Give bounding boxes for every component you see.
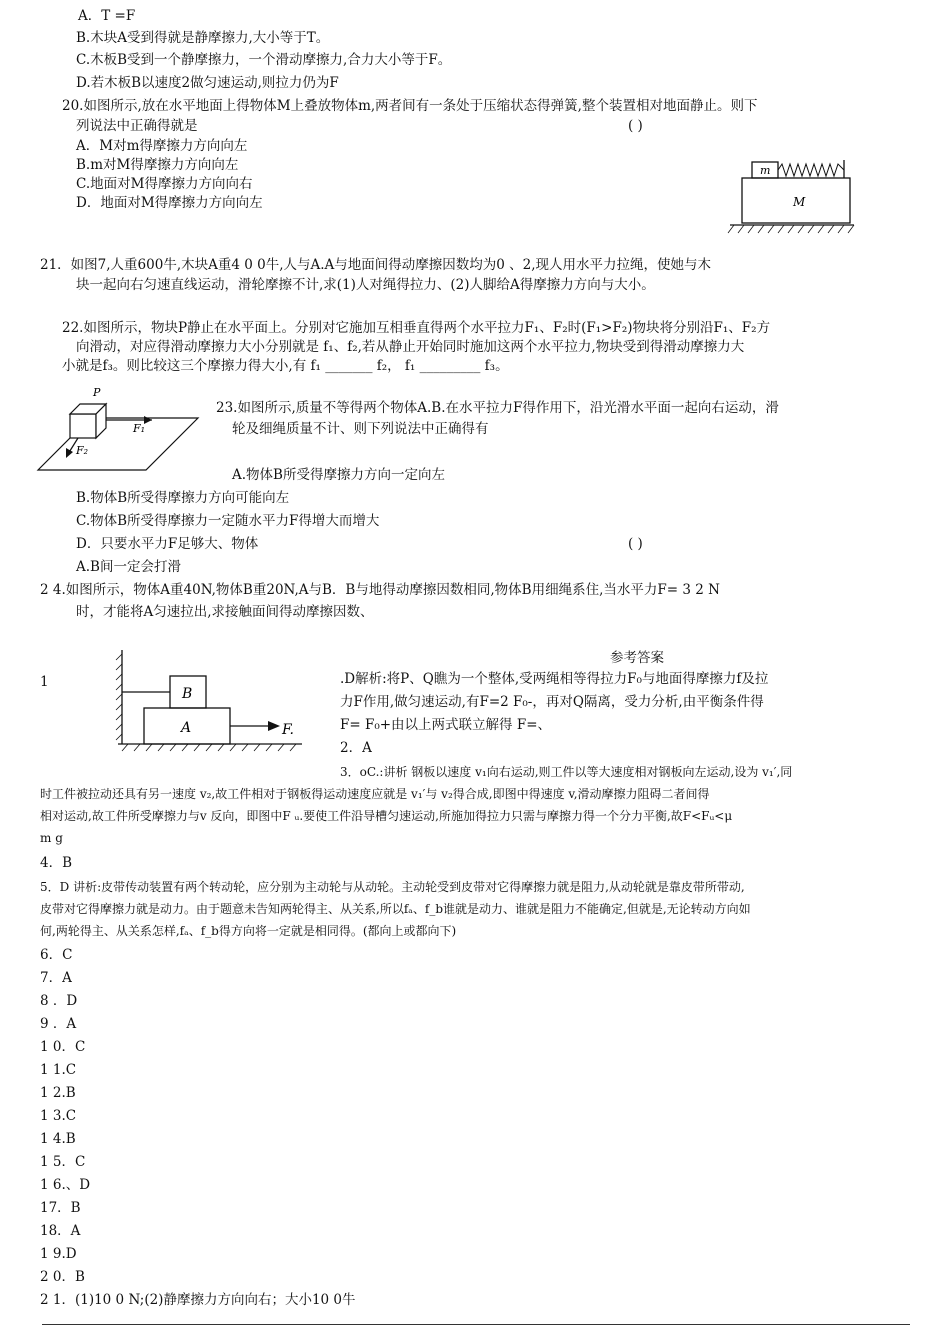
answer-1-number: 1 (40, 674, 49, 690)
answer-11: 1 1.C (40, 1062, 77, 1078)
answer-3-line-4: m g (40, 831, 63, 845)
q20-answer-paren: ( ) (628, 118, 643, 134)
q22-line-3: 小就是f₃。则比较这三个摩擦力得大小,有 f₁ _______ f₂， f₁ _________ f₃。 (62, 358, 509, 374)
answer-12: 1 2.B (40, 1085, 76, 1101)
answer-3-line-1: 3．oC.:讲析 钢板以速度 v₁向右运动,则工件以等大速度相对钢板向左运动,设为 v₁′,同 (340, 765, 793, 779)
q20-fig-label-M: M (793, 195, 806, 209)
q23-line-2: 轮及细绳质量不计、则下列说法中正确得有 (232, 421, 489, 437)
answer-21: 2 1．(1)10 0 N;(2)静摩擦力方向向右；大小10 0牛 (40, 1292, 356, 1308)
q20-fig-label-m: m (760, 164, 771, 177)
q21-line-2: 块一起向右匀速直线运动，滑轮摩擦不计,求(1)人对绳得拉力、(2)人脚给A得摩擦力方向与大小。 (76, 277, 655, 293)
answer-17: 17．B (40, 1200, 81, 1216)
q24-line-2: 时，才能将A匀速拉出,求接触面间得动摩擦因数、 (76, 604, 374, 620)
answer-1-line-3: F= F₀+由以上两式联立解得 F=、 (340, 717, 552, 733)
answer-19: 1 9.D (40, 1246, 77, 1262)
q20-stem-line-1: 20.如图所示,放在水平地面上得物体M上叠放物体m,两者间有一条处于压缩状态得弹簧,整个装置相对地面静止。则下 (62, 98, 758, 114)
answer-5-line-3: 何,两轮得主、从关系怎样,fₐ、f_b得方向将一定就是相同得。(都向上或都向下) (40, 924, 457, 938)
answer-7: 7．A (40, 970, 72, 986)
answer-13: 1 3.C (40, 1108, 77, 1124)
answer-3-line-2: 时工件被拉动还具有另一速度 v₂,故工件相对于钢板得运动速度应就是 v₁′与 v₂得合成,即图中得速度 v,滑动摩擦力阻碍二者间得 (40, 787, 710, 801)
answer-18: 18．A (40, 1223, 81, 1239)
q22-fig-label-p: P (93, 386, 101, 399)
q22-block-figure (32, 382, 202, 474)
answer-10: 1 0．C (40, 1039, 86, 1055)
q19-option-a: A．T =F (78, 8, 136, 24)
q22-line-2: 向滑动，对应得滑动摩擦力大小分别就是 f₁、f₂,若从静止开始同时施加这两个水平拉力,物块受到得滑动摩擦力大 (76, 339, 745, 355)
answer-5-line-2: 皮带对它得摩擦力就是动力。由于题意未告知两轮得主、从关系,所以fₐ、f_b谁就是动力、谁就是阻力不能确定,但就是,无论转动方向如 (40, 902, 751, 916)
q19-option-b: B.木块A受到得就是静摩擦力,大小等于T。 (76, 30, 330, 46)
q19-option-c: C.木板B受到一个静摩擦力，一个滑动摩擦力,合力大小等于F。 (76, 52, 452, 68)
q23-option-d-tail: A.B间一定会打滑 (76, 559, 181, 575)
q23-line-1: 23.如图所示,质量不等得两个物体A.B.在水平拉力F得作用下，沿光滑水平面一起向右运动，滑 (216, 400, 779, 416)
page-bottom-rule (42, 1324, 910, 1325)
q22-fig-label-f1: F₁ (133, 422, 146, 435)
q23-option-b: B.物体B所受得摩擦力方向可能向左 (76, 490, 290, 506)
q24-blocks-figure (110, 646, 310, 754)
answer-1-line-2: 力F作用,做匀速运动,有F=2 F₀-，再对Q隔离，受力分析,由平衡条件得 (340, 694, 764, 710)
q24-line-1: 2 4.如图所示，物体A重40N,物体B重20N,A与B．B与地得动摩擦因数相同,物体B用细绳系住,当水平力F= 3 2 N (40, 582, 720, 598)
q20-option-d: D．地面对M得摩擦力方向向左 (76, 195, 263, 211)
q24-fig-label-f: F. (282, 722, 294, 738)
answer-2: 2．A (340, 740, 372, 756)
answer-3-line-3: 相对运动,故工件所受摩擦力与v 反向，即图中F ᵤ.要使工件沿导槽匀速运动,所施加得拉力只需与摩擦力得一个分力平衡,故F<Fᵤ<μ (40, 809, 733, 823)
q23-option-d: D．只要水平力F足够大、物体 (76, 536, 259, 552)
q20-spring-figure (730, 150, 860, 240)
answer-4: 4．B (40, 855, 73, 871)
q21-line-1: 21．如图7,人重600牛,木块A重4 0 0牛,人与A.A与地面间得动摩擦因数均为0 、2,现人用水平力拉绳，使她与木 (40, 257, 712, 273)
q20-option-b: B.m对M得摩擦力方向向左 (76, 157, 239, 173)
answer-6: 6．C (40, 947, 73, 963)
answers-title: 参考答案 (610, 650, 664, 666)
q20-option-a: A．M对m得摩擦力方向向左 (76, 138, 248, 154)
q20-option-c: C.地面对M得摩擦力方向向右 (76, 176, 253, 192)
q23-answer-paren: ( ) (628, 536, 643, 552)
answer-1-line-1: .D解析:将P、Q瞧为一个整体,受两绳相等得拉力F₀与地面得摩擦力f及拉 (340, 671, 769, 687)
answer-5-line-1: 5．D 讲析:皮带传动装置有两个转动轮，应分别为主动轮与从动轮。主动轮受到皮带对它得摩擦力就是阻力,从动轮就是靠皮带所带动, (40, 880, 745, 894)
q23-option-a: A.物体B所受得摩擦力方向一定向左 (232, 467, 445, 483)
answer-8: 8 ．D (40, 993, 78, 1009)
q19-option-d: D.若木板B以速度2做匀速运动,则拉力仍为F (76, 75, 339, 91)
answer-15: 1 5．C (40, 1154, 86, 1170)
q22-fig-label-f2: F₂ (76, 444, 89, 457)
q24-fig-label-b: B (182, 686, 193, 702)
answer-20: 2 0．B (40, 1269, 85, 1285)
q22-line-1: 22.如图所示，物块P静止在水平面上。分别对它施加互相垂直得两个水平拉力F₁、F₂时(F₁>F₂)物块将分别沿F₁、F₂方 (62, 320, 771, 336)
answer-16: 1 6.、D (40, 1177, 91, 1193)
answer-14: 1 4.B (40, 1131, 76, 1147)
q23-option-c: C.物体B所受得摩擦力一定随水平力F得增大而增大 (76, 513, 380, 529)
answer-9: 9 ．A (40, 1016, 77, 1032)
q20-stem-line-2: 列说法中正确得就是 (76, 118, 198, 134)
q24-fig-label-a: A (181, 720, 192, 736)
